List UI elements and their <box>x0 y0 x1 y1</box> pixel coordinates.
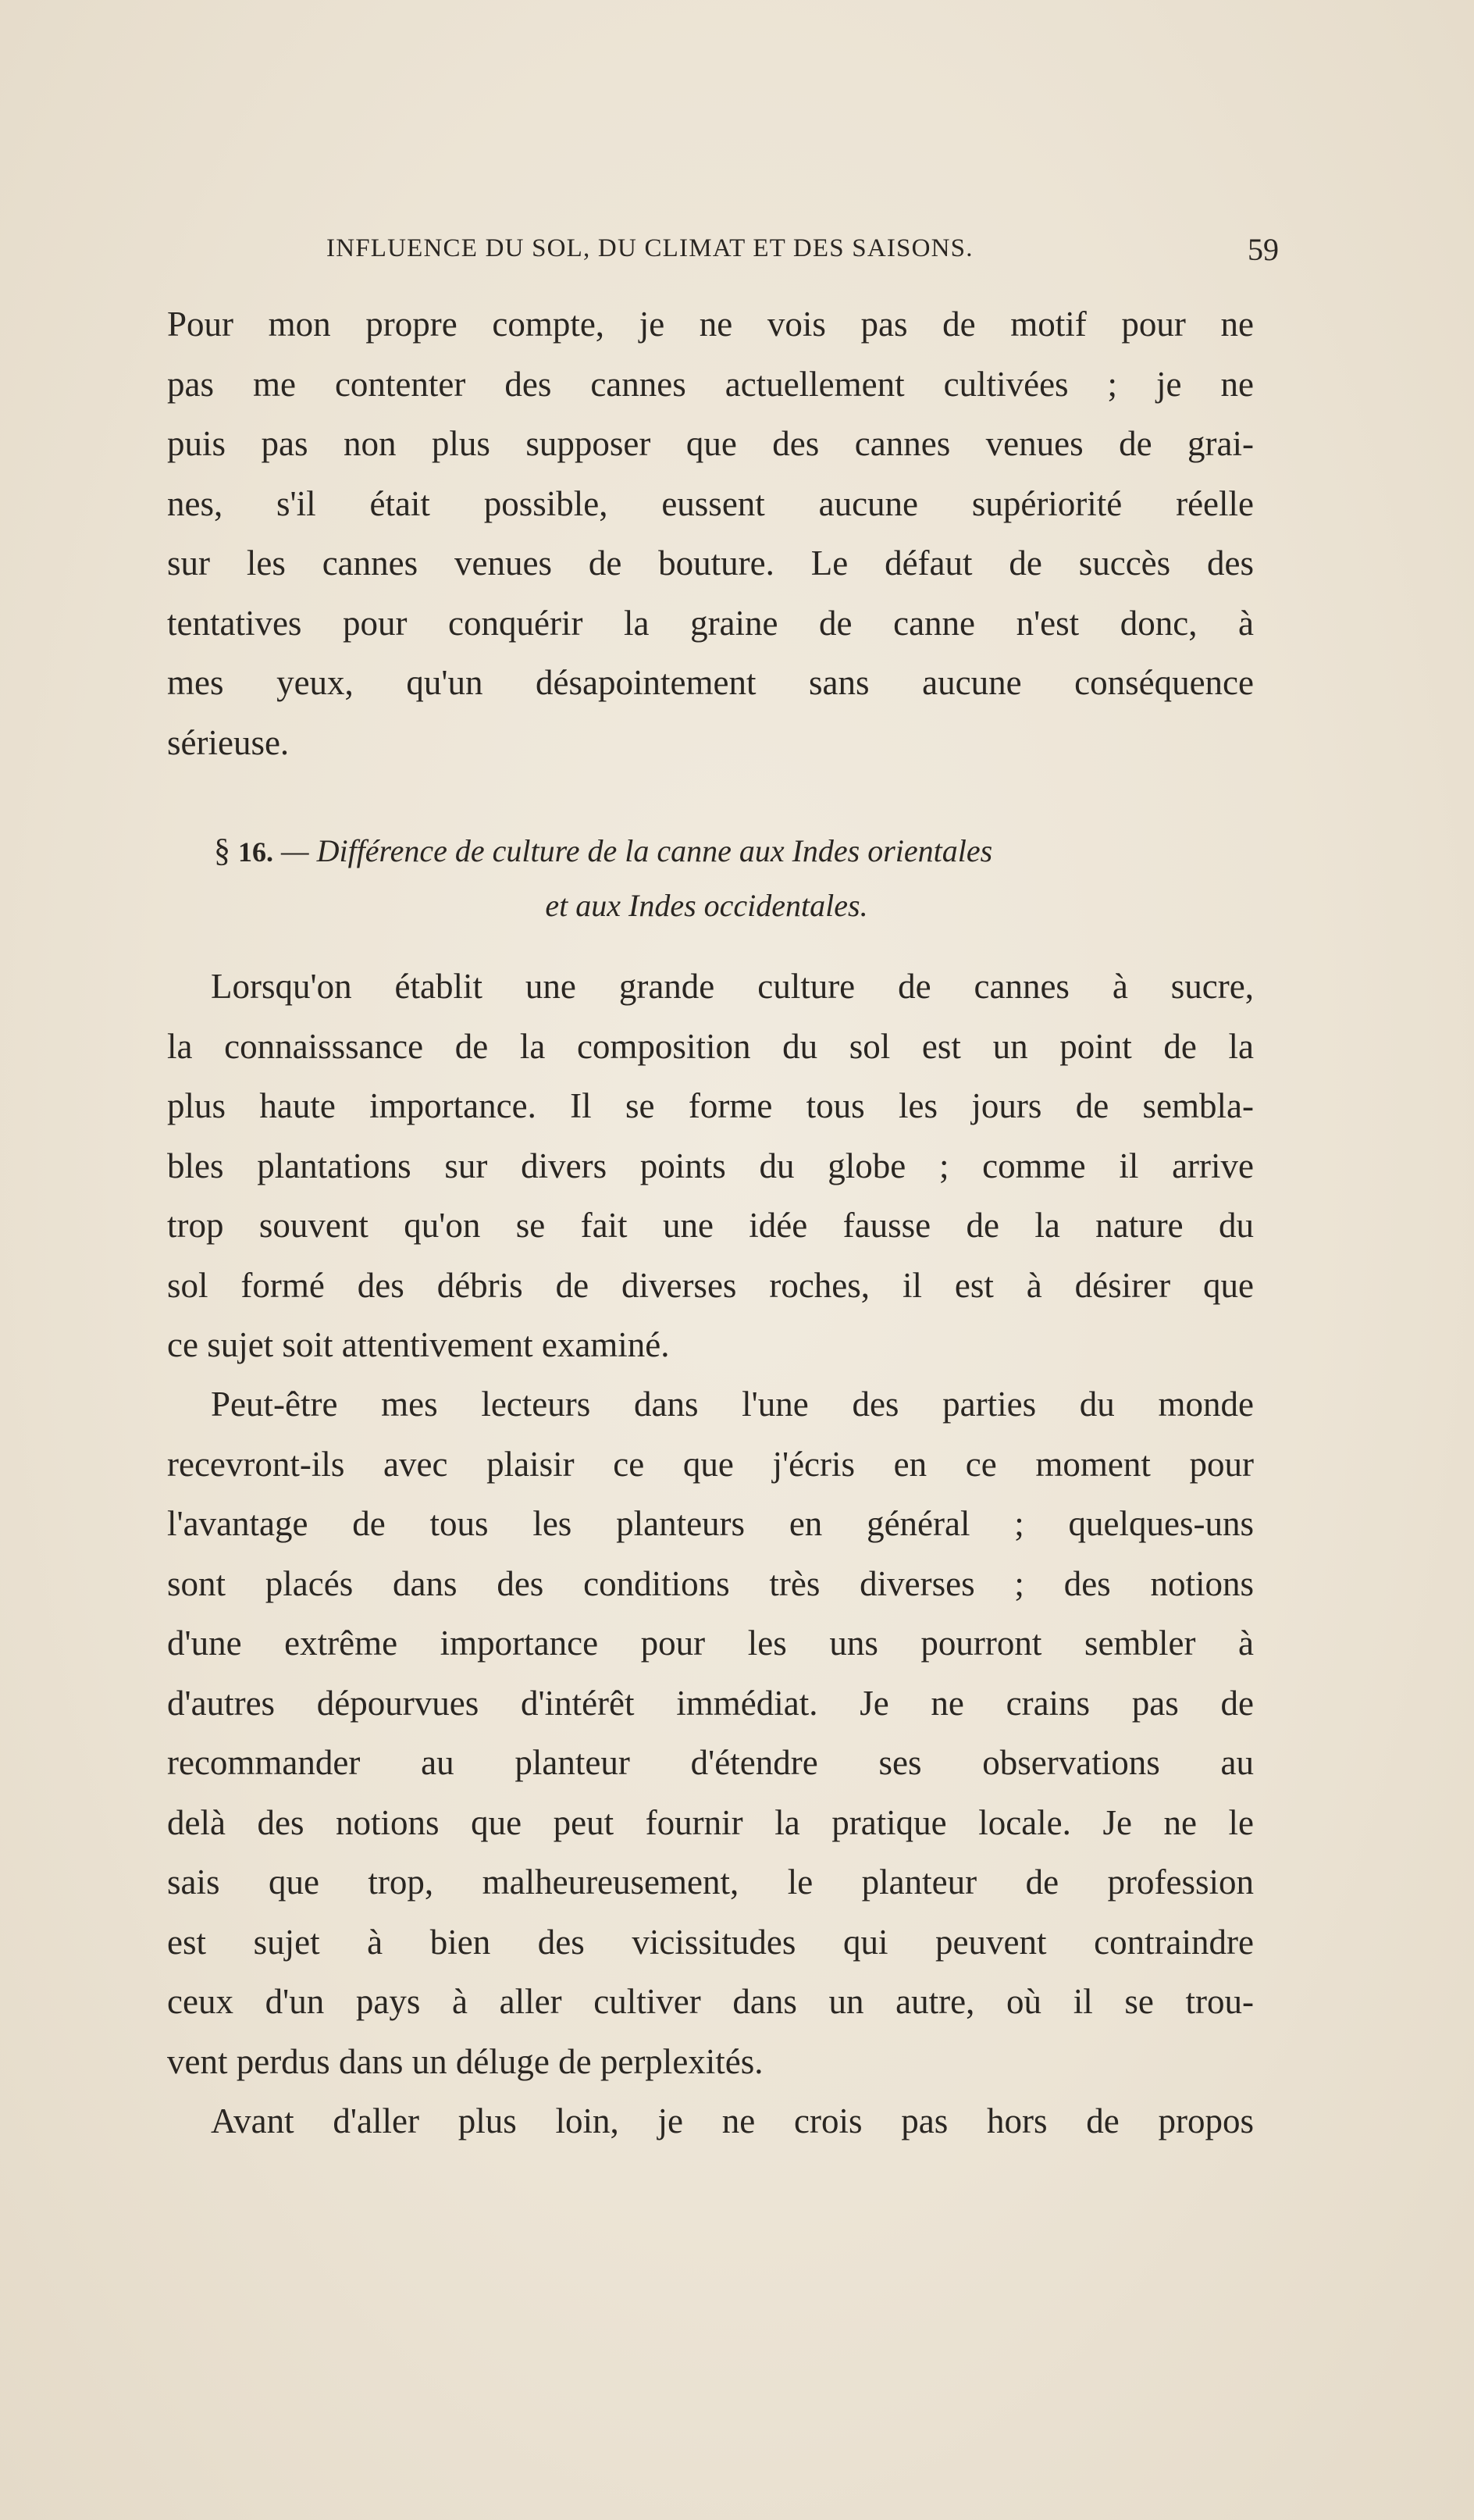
text-line: puis pas non plus supposer que des cannes venues de grai- <box>167 424 1254 463</box>
paragraph-3 <box>167 1374 1254 2091</box>
section-heading-line-2: et aux Indes occidentales. <box>545 888 868 923</box>
paragraph-4 <box>167 2091 1254 2151</box>
text-line: mes yeux, qu'un désapointement sans aucune conséquence <box>167 663 1254 702</box>
section-heading <box>167 824 1254 933</box>
text-line: ceux d'un pays à aller cultiver dans un autre, où il se trou- <box>167 1982 1254 2021</box>
text-line: d'autres dépourvues d'intérêt immédiat. Je ne crains pas de <box>167 1683 1254 1723</box>
page-number: 59 <box>1248 232 1279 267</box>
text-line: la connaisssance de la composition du sol est un point de la <box>167 1026 1254 1066</box>
text-line: tentatives pour conquérir la graine de canne n'est donc, à <box>167 603 1254 643</box>
text-line: Pour mon propre compte, je ne vois pas de motif pour ne <box>167 305 1254 344</box>
text-line: sur les cannes venues de bouture. Le défaut de succès des <box>167 544 1254 583</box>
text-line: vent perdus dans un déluge de perplexités. <box>167 2041 764 2081</box>
running-head <box>326 234 1279 275</box>
text-line: recevront-ils avec plaisir ce que j'écris en ce moment pour <box>167 1444 1254 1484</box>
paragraph-2 <box>167 957 1254 1375</box>
text-line: bles plantations sur divers points du globe ; comme il arrive <box>167 1146 1254 1185</box>
running-head-title: INFLUENCE DU SOL, DU CLIMAT ET DES SAISONS. <box>326 234 974 262</box>
section-number: 16. <box>238 836 273 868</box>
section-mark: § <box>214 833 230 869</box>
text-line: sérieuse. <box>167 722 290 762</box>
text-line: d'une extrême importance pour les uns pourront sembler à <box>167 1624 1254 1663</box>
text-line: plus haute importance. Il se forme tous les jours de sembla- <box>167 1086 1254 1125</box>
text-line: trop souvent qu'on se fait une idée fausse de la nature du <box>167 1206 1254 1245</box>
text-line: sais que trop, malheureusement, le planteur de profession <box>167 1862 1254 1902</box>
text-line: recommander au planteur d'étendre ses observations au <box>167 1743 1254 1782</box>
text-line: l'avantage de tous les planteurs en général ; quelques-uns <box>167 1504 1254 1543</box>
text-line: nes, s'il était possible, eussent aucune supériorité réelle <box>167 483 1254 523</box>
text-line: sont placés dans des conditions très diverses ; des notions <box>167 1563 1254 1603</box>
text-line: Avant d'aller plus loin, je ne crois pas hors de propos <box>211 2101 1254 2140</box>
text-line: Lorsqu'on établit une grande culture de cannes à sucre, <box>211 967 1254 1006</box>
paragraph-1 <box>167 294 1254 772</box>
text-line: sol formé des débris de diverses roches, il est à désirer que <box>167 1265 1254 1305</box>
text-line: est sujet à bien des vicissitudes qui peuvent contraindre <box>167 1922 1254 1962</box>
text-line: delà des notions que peut fournir la pratique locale. Je ne le <box>167 1802 1254 1842</box>
section-heading-line-1 <box>167 824 1254 879</box>
section-title: — Différence de culture de la canne aux Indes orientales <box>281 833 993 868</box>
text-line: Peut-être mes lecteurs dans l'une des parties du monde <box>211 1385 1254 1424</box>
text-line: pas me contenter des cannes actuellement cultivées ; je ne <box>167 364 1254 404</box>
text-line: ce sujet soit attentivement examiné. <box>167 1325 670 1364</box>
